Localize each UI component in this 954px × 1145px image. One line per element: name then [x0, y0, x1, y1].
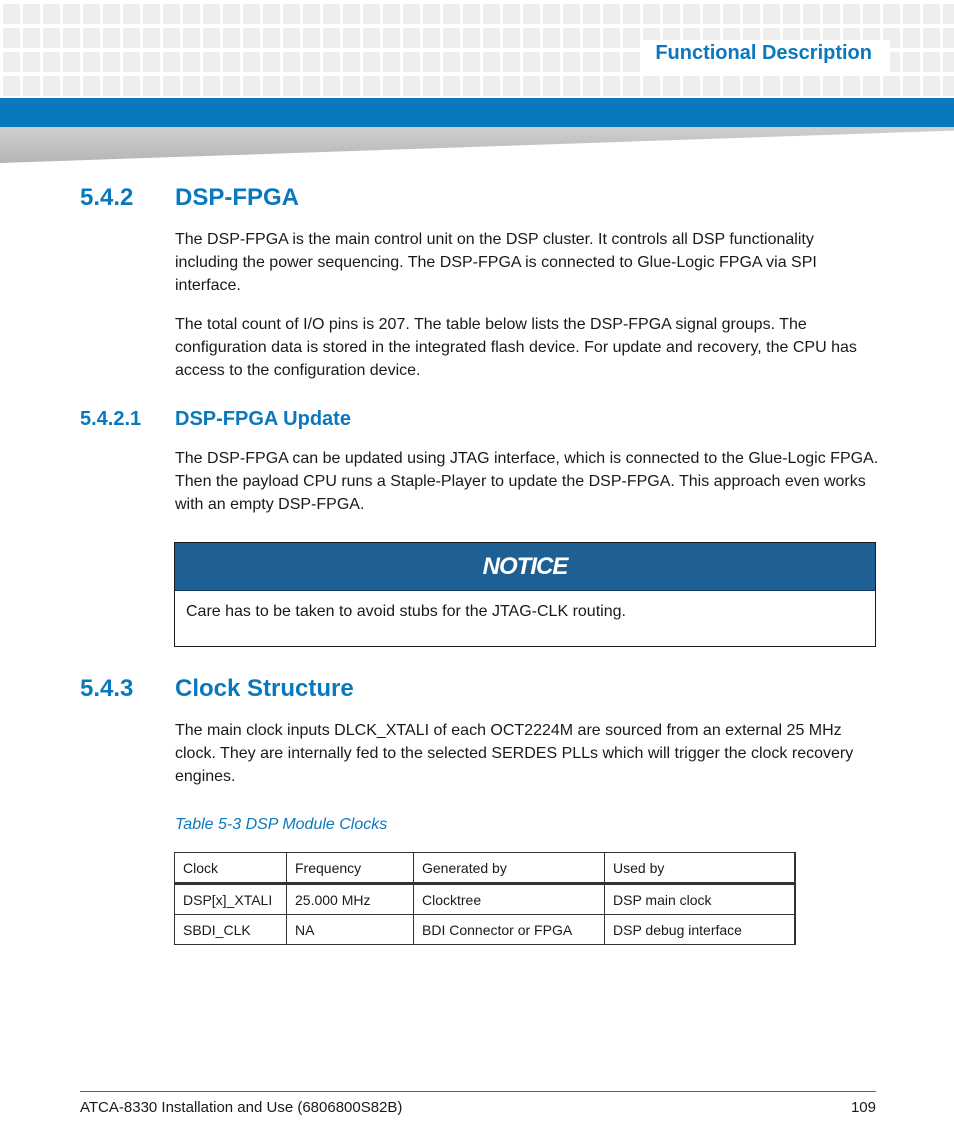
table-cell: BDI Connector or FPGA — [414, 915, 605, 945]
paragraph: The main clock inputs DLCK_XTALI of each OCT2224M are sourced from an external 25 MHz clock. They are internally fed to the selected SERDES PLLs which will trigger the clock recovery engines. — [175, 722, 854, 785]
notice-text: Care has to be taken to avoid stubs for the JTAG-CLK routing. — [186, 603, 626, 620]
paragraph: The total count of I/O pins is 207. The table below lists the DSP-FPGA signal groups. The configuration data is stored in the integrated flash device. For update and recovery, the CPU has access to the configuration device. — [175, 316, 857, 379]
footer-document-title: ATCA-8330 Installation and Use (6806800S82B) — [80, 1099, 403, 1116]
section-title: DSP-FPGA — [175, 184, 300, 211]
header-gray-wedge — [0, 127, 954, 163]
column-header: Frequency — [287, 853, 414, 884]
column-header: Generated by — [414, 853, 605, 884]
table-cell: DSP debug interface — [605, 915, 796, 945]
table-cell: DSP main clock — [605, 884, 796, 915]
table-row — [175, 915, 796, 945]
section-543-heading — [80, 675, 354, 703]
table-cell: 25.000 MHz — [287, 884, 414, 915]
section-title: Clock Structure — [175, 675, 354, 702]
footer-page-number: 109 — [850, 1099, 876, 1116]
header-blue-band — [0, 98, 954, 127]
table-header-row — [175, 853, 796, 884]
clock-table — [174, 852, 796, 945]
column-header: Clock — [175, 853, 287, 884]
paragraph: The DSP-FPGA can be updated using JTAG interface, which is connected to the Glue-Logic FPGA. Then the payload CPU runs a Staple-Player to update the DSP-FPGA. This approach even works with an empty DSP-FPGA. — [175, 450, 879, 513]
table-cell: SBDI_CLK — [175, 915, 287, 945]
section-title: DSP-FPGA Update — [175, 408, 351, 430]
section-number: 5.4.2 — [80, 184, 134, 211]
table-row — [175, 884, 796, 915]
table-cell: NA — [287, 915, 414, 945]
table-cell: DSP[x]_XTALI — [175, 884, 287, 915]
notice-heading: NOTICE — [175, 543, 875, 591]
footer-divider — [80, 1091, 876, 1092]
section-number: 5.4.3 — [80, 675, 134, 702]
notice-box — [174, 542, 876, 647]
section-5421-heading — [80, 408, 351, 431]
table-cell: Clocktree — [414, 884, 605, 915]
paragraph: The DSP-FPGA is the main control unit on the DSP cluster. It controls all DSP functionality including the power sequencing. The DSP-FPGA is connected to Glue-Logic FPGA via SPI interface. — [175, 231, 817, 294]
section-number: 5.4.2.1 — [80, 408, 142, 430]
table-caption: Table 5-3 DSP Module Clocks — [175, 816, 388, 833]
column-header: Used by — [605, 853, 796, 884]
section-542-heading — [80, 184, 299, 212]
header-title: Functional Description — [655, 42, 872, 64]
